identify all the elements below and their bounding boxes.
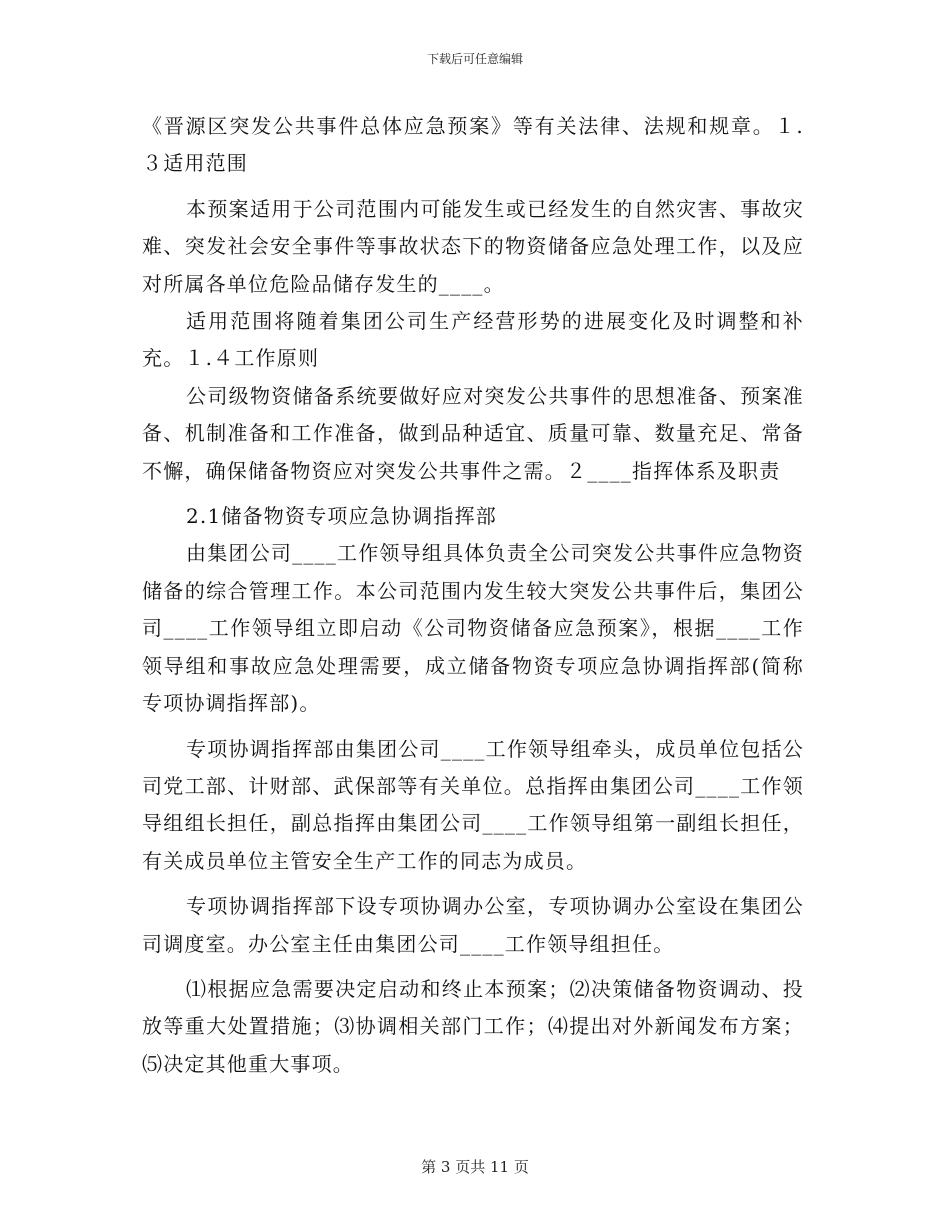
- paragraph-command-leadership: 由集团公司____工作领导组具体负责全公司突发公共事件应急物资储备的综合管理工作。本公司范围内发生较大突发公共事件后，集团公司____工作领导组立即启动《公司物资储备应急预案》，根据____工作领导组和事故应急处理需要，成立储备物资专项应急协调指挥部(简称专项协调指挥部)。: [142, 541, 804, 716]
- paragraph-work-principles: 公司级物资储备系统要做好应对突发公共事件的思想准备、预案准备、机制准备和工作准备，做到品种适宜、质量可靠、数量充足、常备不懈，确保储备物资应对突发公共事件之需。２____指挥体系及职责: [142, 383, 804, 483]
- document-body: [142, 108, 804, 1083]
- paragraph-responsibilities-list: ⑴根据应急需要决定启动和终止本预案；⑵决策储备物资调动、投放等重大处置措施；⑶协调相关部门工作；⑷提出对外新闻发布方案；⑸决定其他重大事项。: [142, 976, 804, 1076]
- paragraph-command-members: 专项协调指挥部由集团公司____工作领导组牵头，成员单位包括公司党工部、计财部、武保部等有关单位。总指挥由集团公司____工作领导组组长担任，副总指挥由集团公司____工作领导组第一副组长担任，有关成员单位主管安全生产工作的同志为成员。: [142, 736, 804, 873]
- page-footer-number: 第 3 页共 11 页: [421, 1158, 529, 1176]
- paragraph-legal-basis-scope-heading: 《晋源区突发公共事件总体应急预案》等有关法律、法规和规章。１.３适用范围: [142, 114, 804, 176]
- paragraph-scope: 本预案适用于公司范围内可能发生或已经发生的自然灾害、事故灾难、突发社会安全事件等事故状态下的物资储备应急处理工作，以及应对所属各单位危险品储存发生的____。: [142, 196, 804, 296]
- section-heading-2-1: 2.1储备物资专项应急协调指挥部: [186, 504, 498, 529]
- page-header-note: 下载后可任意编辑: [426, 52, 523, 66]
- paragraph-coordination-office: 专项协调指挥部下设专项协调办公室，专项协调办公室设在集团公司调度室。办公室主任由集团公司____工作领导组担任。: [142, 894, 804, 956]
- paragraph-scope-adjustment: 适用范围将随着集团公司生产经营形势的进展变化及时调整和补充。１.４工作原则: [142, 309, 804, 371]
